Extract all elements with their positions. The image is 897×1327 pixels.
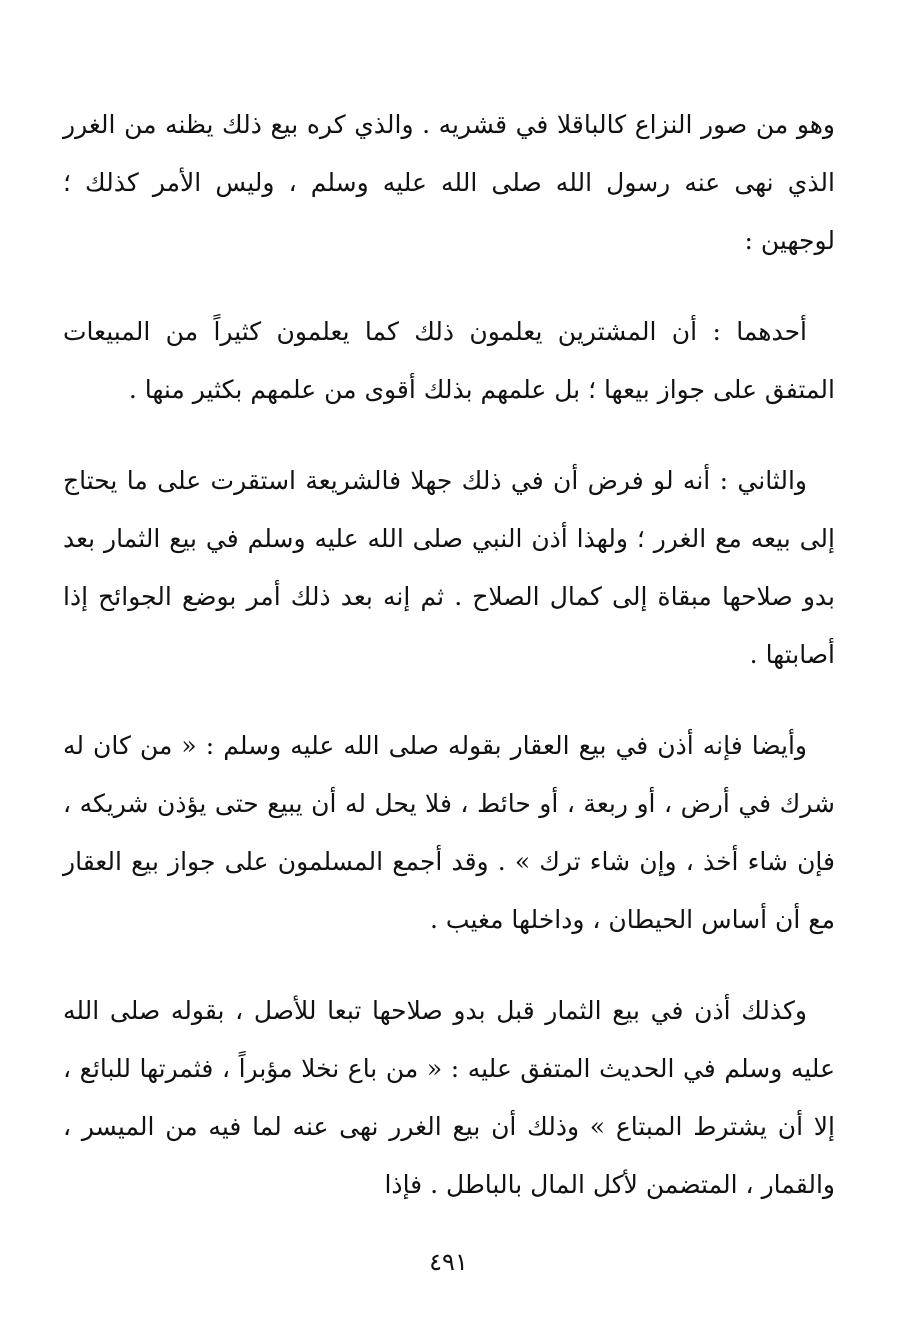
paragraph-5: وكذلك أذن في بيع الثمار قبل بدو صلاحها تبعا للأصل ، بقوله صلى الله عليه وسلم في الحديث المتفق عليه : « من باع نخلا مؤبراً ، فثمرتها للبائع ، إلا أن يشترط المبتاع » وذلك أن بيع الغرر نهى عنه لما فيه من الميسر ، والقمار ، المتضمن لأكل المال بالباطل . فإذا (63, 996, 835, 1199)
paragraph-4: وأيضا فإنه أذن في بيع العقار بقوله صلى الله عليه وسلم : « من كان له شرك في أرض ، أو ربعة ، أو حائط ، فلا يحل له أن يبيع حتى يؤذن شريكه ، فإن شاء أخذ ، وإن شاء ترك » . وقد أجمع المسلمون على جواز بيع العقار مع أن أساس الحيطان ، وداخلها مغيب . (63, 731, 835, 934)
paragraph-1: وهو من صور النزاع كالباقلا في قشريه . والذي كره بيع ذلك يظنه من الغرر الذي نهى عنه رسول الله صلى الله عليه وسلم ، وليس الأمر كذلك ؛ لوجهين : (63, 110, 835, 255)
page-number: ٤٩١ (429, 1248, 468, 1276)
page-body (63, 96, 835, 1247)
paragraph-3: والثاني : أنه لو فرض أن في ذلك جهلا فالشريعة استقرت على ما يحتاج إلى بيعه مع الغرر ؛ ولهذا أذن النبي صلى الله عليه وسلم في بيع الثمار بعد بدو صلاحها مبقاة إلى كمال الصلاح . ثم إنه بعد ذلك أمر بوضع الجوائح إذا أصابتها . (63, 466, 835, 669)
paragraph-2: أحدهما : أن المشترين يعلمون ذلك كما يعلمون كثيراً من المبيعات المتفق على جواز بيعها ؛ بل علمهم بذلك أقوى من علمهم بكثير منها . (63, 317, 835, 404)
